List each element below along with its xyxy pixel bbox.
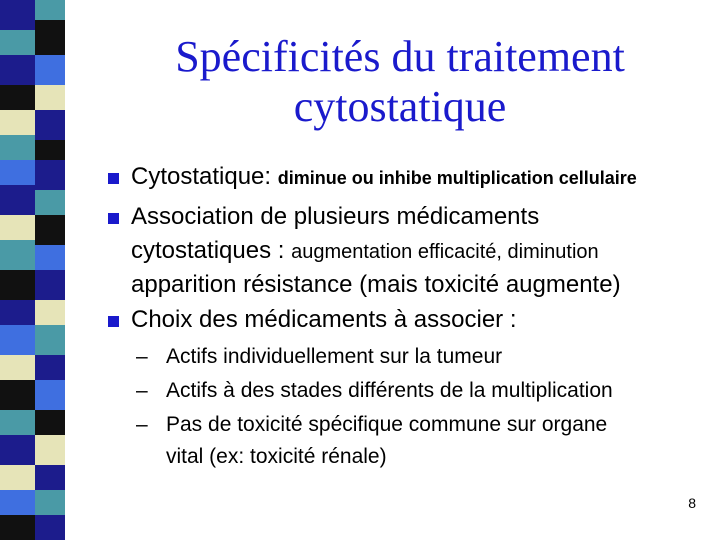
bullet-square-icon: [108, 213, 119, 224]
bullet-square-icon: [108, 173, 119, 184]
title-line-1: Spécificités du traitement: [175, 32, 625, 81]
title-line-2: cytostatique: [293, 82, 507, 131]
bullet-2-line-2b: augmentation efficacité, diminution: [291, 241, 599, 263]
decorative-stripe: [0, 0, 80, 540]
page-number: 8: [688, 495, 696, 511]
bullet-1-main: Cytostatique:: [131, 163, 278, 190]
bullet-square-icon: [108, 316, 119, 327]
slide: Spécificités du traitement cytostatique Cytostatique: diminue ou inhibe multiplication cellulaire Association de plusieurs médicaments cytostatiques : augmentation efficacité, diminution apparition résistance (mais toxicité augmente) Choix des médicaments à associer : – Actifs individuellement sur la tumeur – Actifs à des stades différents de la multiplication – Pas de toxicité spécifique commune sur organe vital (ex: toxicité rénale) 8: [0, 0, 720, 540]
bullet-2-line-1: Association de plusieurs médicaments: [131, 203, 540, 230]
bullet-2-line-3: apparition résistance (mais toxicité augmente): [131, 271, 621, 298]
bullet-3-main: Choix des médicaments à associer :: [131, 306, 517, 333]
slide-title: [120, 32, 680, 132]
bullet-1-detail: diminue ou inhibe multiplication cellulaire: [277, 168, 637, 188]
bullet-2-line-2a: cytostatiques :: [131, 237, 292, 264]
